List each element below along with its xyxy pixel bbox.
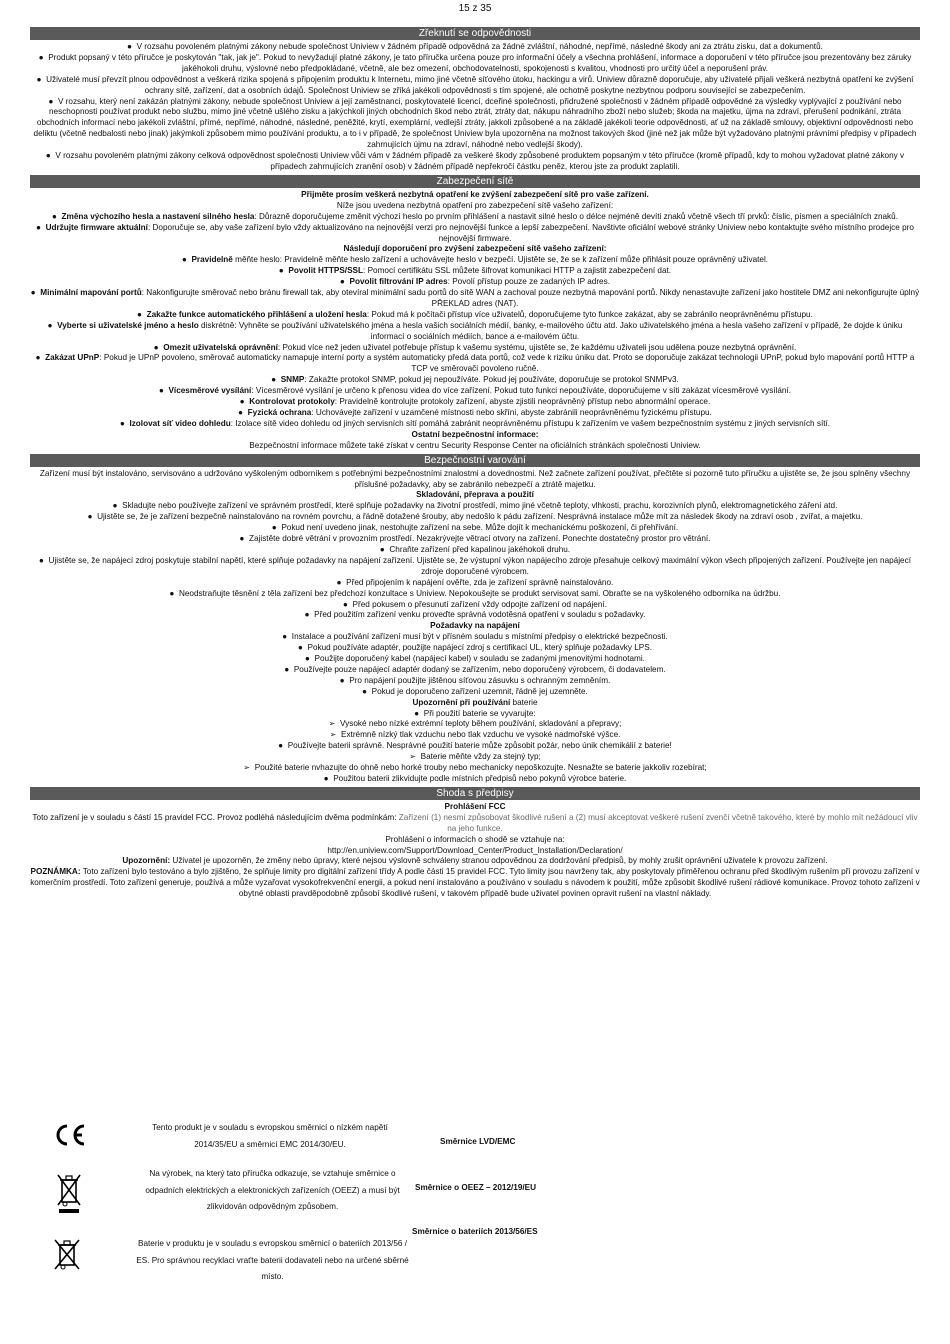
netsec-recommended-item: ● Povolit filtrování IP adres: Povolí přístup pouze ze zadaných IP adres.: [30, 277, 920, 288]
netsec-intro: Níže jsou uvedena nezbytná opatření pro zabezpečení sítě vašeho zařízení:: [336, 200, 614, 210]
netsec-recommended-title: Následují doporučení pro zvýšení zabezpečení sítě vašeho zařízení:: [343, 244, 607, 254]
netsec-other-title: Ostatní bezpečnostní informace:: [411, 429, 539, 439]
safety-heading: Bezpečnostní varování: [30, 454, 920, 467]
fcc-statement: Toto zařízení je v souladu s částí 15 pravidel FCC. Provoz podléhá následujícím dvěma podmínkám: Zařízení (1) nesmí způsobovat škodlivé rušení a (2) musí akceptovat veškeré rušení zvenčí včetně takového, které by mohlo mít nežádoucí vliv na jeho funkce.: [32, 812, 918, 833]
page-number: 15 z 35: [458, 3, 492, 14]
netsec-recommended-item: ● Fyzická ochrana: Uchovávejte zařízení v uzamčené místnosti nebo skříni, abyste zabránili neoprávněnému fyzickému přístupu.: [30, 408, 920, 419]
weee-text: Na výrobek, na který tato příručka odkazuje, se vztahuje směrnice o odpadních elektrických a elektronických zařízeních (OEEZ) a musí být zlikvidován odpovědným způsobem.: [145, 1169, 400, 1211]
liability-item: ● V rozsahu povoleném platnými zákony nebude společnost Uniview v žádném případě odpovědná za žádné zvláštní, náhodné, nepřímé, následné škody ani za ztrátu zisku, dat a dokumentů.: [30, 42, 920, 53]
weee-title: Směrnice o OEEZ – 2012/19/EU: [415, 1183, 537, 1192]
liability-item: ● V rozsahu povoleném platnými zákony celková odpovědnost společnosti Uniview vůči vám v žádném případě za veškeré škody způsobené produktem popsaným v této příručce (kromě případů, kdy to mohou vyžadovat platné zákony v případech zahrnujících zranění osob) v žádném případě nepřekročí částku peněz, kterou jste za produkt zaplatili.: [30, 151, 920, 173]
netsec-recommended-item: ● Pravidelně měňte heslo: Pravidelně měňte heslo zařízení a uchovávejte heslo v bezpečí. Ujistěte se, že se k zařízení může přihlásit pouze oprávněný uživatel.: [30, 255, 920, 266]
usage-more-item: ➢ Baterie měňte vždy za stejný typ;: [30, 752, 920, 763]
lvd-emc-text: Tento produkt je v souladu s evropskou směrnicí o nízkém napětí 2014/35/EU a směrnicí EMC 2014/30/EU.: [152, 1123, 388, 1149]
storage-item: ● Pokud není uvedeno jinak, nestohujte zařízení na sebe. Může dojít k mechanickému poškození, či přehřívání.: [30, 523, 920, 534]
storage-item: ● Před pokusem o přesunutí zařízení vždy odpojte zařízení od napájení.: [30, 600, 920, 611]
fcc-info: Prohlášení o informacích o shodě se vztahuje na:: [385, 834, 565, 844]
usage-dispose: ● Použitou baterii zlikvidujte podle místních předpisů nebo pokynů výrobce baterie.: [30, 774, 920, 785]
lvd-emc-title: Směrnice LVD/EMC: [440, 1137, 516, 1146]
battery-bin-icon: [52, 1237, 82, 1271]
storage-item: ● Ujistěte se, že je zařízení bezpečně nainstalováno na rovném povrchu, a řádně dotažené šrouby, aby nedošlo k pádu zařízení. Nesprávná instalace může mít za následek škody na zdraví osob , zvířat, a majetku.: [30, 512, 920, 523]
fcc-caution: Upozornění: Uživatel je upozorněn, že změny nebo úpravy, které nejsou výslovně schváleny stranou odpovědnou za dodržování předpisů, by mohly zrušit oprávnění uživatele k provozu zařízení.: [122, 856, 828, 866]
storage-item: ● Skladujte nebo používejte zařízení ve správném prostředí, které splňuje požadavky na životní prostředí, mimo jiné včetně teploty, vlhkosti, prachu, korozivních plynů, elektromagnetického záření atd.: [30, 501, 920, 512]
usage-avoid-item: ➢ Extrémně nízký tlak vzduchu nebo tlak vzduchu ve vysoké nadmořské výšce.: [30, 730, 920, 741]
page: [30, 0, 920, 900]
storage-item: ● Zajistěte dobré větrání v provozním prostředí. Nezakrývejte větrací otvory na zařízení. Ponechte dostatečný prostor pro větrání.: [30, 534, 920, 545]
storage-item: ● Neodstraňujte těsnění z těla zařízení bez předchozí konzultace s Uniview. Nepokoušejte se produkt servisovat sami. Obraťte se na vyškoleného odborníka na údržbu.: [30, 589, 920, 600]
storage-item: ● Chraňte zařízení před kapalinou jakéhokoli druhu.: [30, 545, 920, 556]
usage-more-item: ➢ Použité baterie nvhazujte do ohně nebo horké trouby nebo mechanicky nepoškozujte. Nesnažte se baterie jakkoliv rozebírat;: [30, 763, 920, 774]
liability-item: ● Uživatelé musí převzít plnou odpovědnost a veškerá rizika spojená s připojením produktu k Internetu, mimo jiné včetně síťového útoku, hackingu a virů. Uniview důrazně doporučuje, aby uživatelé přijali veškerá nezbytná opatření ke zvýšení ochrany sítě, zařízení, dat a osobních údajů. Společnost Uniview se zříká jakékoli odpovědnosti s tím spojené, ale ochotně poskytne nezbytnou podporu související se zabezpečením.: [30, 75, 920, 97]
netsec-required-item: ● Změna výchozího hesla a nastavení silného hesla: Důrazně doporučujeme změnit výchozí heslo po prvním přihlášení a nastavit silné heslo o délce nejméně devíti znaků včetně všech tří prvků: číslic, písmen a speciálních znaků.: [30, 212, 920, 223]
liability-heading: Zřeknutí se odpovědnosti: [30, 27, 920, 40]
usage-avoid-item: ➢ Vysoké nebo nízké extrémní teploty během používání, skladování a přepravy;: [30, 719, 920, 730]
fcc-title: Prohlášení FCC: [444, 801, 506, 811]
netsec-recommended-item: ● Omezit uživatelská oprávnění: Pokud více než jeden uživatel potřebuje přístup k vašemu systému, ujistěte se, že každému uživateli jsou udělena pouze nezbytná oprávnění.: [30, 343, 920, 354]
netsec-recommended-item: ● Zakažte funkce automatického přihlášení a uložení hesla: Pokud má k počítači přístup více uživatelů, doporučujeme tyto funkce zakázat, aby se zabránilo neoprávněnému přístupu.: [30, 310, 920, 321]
liability-item: ● V rozsahu, který není zakázán platnými zákony, nebude společnost Uniview a její zaměstnanci, poskytovatelé licencí, dceřiné společnosti, přidružené společnosti v žádném případě odpovědné za výsledky vyplývající z používání nebo neschopnosti používat produkt nebo službu, mimo jiné včetně ušlého zisku a jakýchkoli jiných obchodních škod nebo ztrát, ztráty dat, nákupu náhradního zboží nebo služeb; škoda na majetku, újma na zdraví, přerušení podnikání, ztráta obchodních informací nebo jakékoli zvláštní, přímé, nepřímé, náhodné, následné, peněžité, krytí, exemplární, vedlejší ztráty, jakkoli způsobené a na základě jakékoli teorie odpovědnosti, ať už na základě smlouvy, objektivní odpovědnosti nebo deliktu (včetně nedbalosti nebo jinak) jakýmkoli způsobem mimo používání produktu, a to i v případě, že společnost Uniview byla upozorněna na možnost takových škod (jiné než jak může být vyžadováno platnými právními předpisy v případech zahrnujících újmu na zdraví, náhodné nebo vedlejší škody).: [30, 97, 920, 152]
usage-head: ● Při použití baterie se vyvarujte:: [30, 709, 920, 720]
battery-directive-text: Baterie v produktu je v souladu s evropskou směrnicí o bateriích 2013/56 / ES. Pro správnou recyklaci vraťte baterii dodavateli nebo na určené sběrné místo.: [136, 1239, 409, 1281]
power-item: ● Používejte pouze napájecí adaptér dodaný se zařízením, nebo doporučený výrobcem, či dodavatelem.: [30, 665, 920, 676]
safety-intro: Zařízení musí být instalováno, servisováno a udržováno vyškoleným odborníkem s potřebnými bezpečnostními znalostmi a dovednostmi. Než začnete zařízení používat, přečtěte si pozorně tuto příručku a ujistěte se, že jsou splněny všechny příslušné požadavky, aby se zabránilo nebezpečí a ztrátě majetku.: [39, 468, 911, 489]
netsec-recommended-item: ● Izolovat síť video dohledu: Izolace sítě video dohledu od jiných servisních sítí pomáhá zabránit neoprávněnému přístupu k zařízením ve vašem bezpečnostním systému z jiných servisních sítí.: [30, 419, 920, 430]
storage-item: ● Před použitím zařízení venku proveďte správná vodotěsná opatření v souladu s požadavky.: [30, 610, 920, 621]
netsec-recommended-item: ● Povolit HTTPS/SSL: Pomocí certifikátu SSL můžete šifrovat komunikaci HTTP a zajistit zabezpečení dat.: [30, 266, 920, 277]
usage-correct: ● Používejte baterii správně. Nesprávné použití baterie může způsobit požár, nebo únik chemikálií z baterie!: [30, 741, 920, 752]
storage-item: ● Ujistěte se, že napájecí zdroj poskytuje stabilní napětí, které splňuje požadavky na napájení zařízení. Ujistěte se, že výstupní výkon napájecího zdroje přesahuje celkový maximální výkon všech připojených zařízení. Používejte jen napájecí zdroje doporučené výrobcem.: [30, 556, 920, 578]
storage-item: ● Před připojením k napájení ověřte, zda je zařízení správně nainstalováno.: [30, 578, 920, 589]
power-item: ● Pro napájení použijte jištěnou síťovou zásuvku s ochranným zemněním.: [30, 676, 920, 687]
battery-directive-title: Směrnice o bateriích 2013/56/ES: [412, 1227, 538, 1236]
netsec-heading: Zabezpečení sítě: [30, 175, 920, 188]
compliance-heading: Shoda s předpisy: [30, 787, 920, 800]
netsec-recommended-item: ● Vícesměrové vysílání: Vícesměrové vysílání je určeno k přenosu videa do více zařízení. Pokud tuto funkci nepoužíváte, doporučujeme v síti zakázat vícesměrové vysílání.: [30, 386, 920, 397]
netsec-recommended-item: ● Vyberte si uživatelské jméno a heslo diskrétně: Vyhněte se používání uživatelského jména a hesla vašich sociálních médií, banky, e-mailového účtu atd. Jako uživatelského jména a hesla vašeho zařízení v případě, že dojde k úniku informací o sociálních médiích, bance a e-mailovém účtu.: [30, 321, 920, 343]
liability-item: ● Produkt popsaný v této příručce je poskytován "tak, jak je". Pokud to nevyžadují platné zákony, je tato příručka určena pouze pro informační účely a všechna prohlášení, informace a doporučení v této příručce jsou prezentovány bez záruky jakéhokoli druhu, výslovné nebo předpokládané, včetně, ale bez omezení, obchodovatelnosti, spokojenosti s kvalitou, vhodnosti pro určitý účel a neporušení práv.: [30, 53, 920, 75]
ce-mark-icon: [52, 1122, 88, 1148]
usage-title: Upozornění při používání baterie: [412, 697, 538, 707]
power-item: ● Použijte doporučený kabel (napájecí kabel) v souladu se zadanými jmenovitými hodnotami.: [30, 654, 920, 665]
fcc-url: http://en.uniview.com/Support/Download_Center/Product_Installation/Declaration/: [327, 845, 623, 855]
fcc-note: POZNÁMKA: Toto zařízení bylo testováno a bylo zjištěno, že splňuje limity pro digitální zařízení třídy A podle části 15 pravidel FCC. Tyto limity jsou navrženy tak, aby poskytovaly přiměřenou ochranu před škodlivým rušením při provozu zařízení v komerčním prostředí. Toto zařízení generuje, používá a může vyzařovat vysokofrekvenční energii, a pokud není instalováno a používáno v souladu s návodem k použití, může způsobit škodlivé rušení rádiové komunikace. Provoz tohoto zařízení v obytné oblasti pravděpodobně způsobí škodlivé rušení, v takovém případě bude uživatel povinen opravit rušení na vlastní náklady.: [30, 867, 920, 899]
netsec-other-text: Bezpečnostní informace můžete také získat v centru Security Response Center na oficiálních stránkách společnosti Uniview.: [249, 440, 701, 450]
netsec-recommended-item: ● SNMP: Zakažte protokol SNMP, pokud jej nepoužíváte. Pokud jej používáte, doporučuje se protokol SNMPv3.: [30, 375, 920, 386]
power-title: Požadavky na napájení: [430, 621, 520, 631]
storage-title: Skladování, přeprava a použití: [416, 490, 534, 500]
power-item: ● Instalace a používání zařízení musí být v přísném souladu s místními předpisy o elektrické bezpečnosti.: [30, 632, 920, 643]
power-item: ● Pokud je doporučeno zařízení uzemnit, řádně jej uzemněte.: [30, 687, 920, 698]
netsec-recommended-item: ● Zakázat UPnP: Pokud je UPnP povoleno, směrovač automaticky namapuje interní porty a systém automaticky předá data portů, což vede k riziku úniku dat. Proto se doporučuje zakázat technologii UPnP, pokud bylo mapování portů HTTP a TCP ve směrovači povoleno ručně.: [30, 353, 920, 375]
netsec-intro-bold: Přijměte prosím veškerá nezbytná opatření ke zvýšení zabezpečení sítě pro vaše zařízení.: [301, 189, 649, 199]
netsec-recommended-item: ● Minimální mapování portů: Nakonfigurujte směrovač nebo bránu firewall tak, aby otevíral minimální sadu portů do sítě WAN a zachoval pouze nezbytná mapování portů. Nikdy nenastavujte zařízení jako hostitele DMZ ani nekonfigurujte úplný PŘEKLAD adres (NAT).: [30, 288, 920, 310]
power-item: ● Pokud používáte adaptér, použijte napájecí zdroj s certifikací UL, který splňuje požadavky LPS.: [30, 643, 920, 654]
netsec-recommended-item: ● Kontrolovat protokoly: Pravidelně kontrolujte protokoly zařízení, abyste zjistili neoprávněný přístup nebo abnormální operace.: [30, 397, 920, 408]
netsec-required-item: ● Udržujte firmware aktuální: Doporučuje se, aby vaše zařízení bylo vždy aktualizováno na nejnovější verzi pro nejnovější funkce a lepší zabezpečení. Navštivte oficiální webové stránky Uniview nebo kontaktujte svého místního prodejce pro nejnovější firmware.: [30, 223, 920, 245]
weee-bin-icon: [56, 1172, 82, 1216]
